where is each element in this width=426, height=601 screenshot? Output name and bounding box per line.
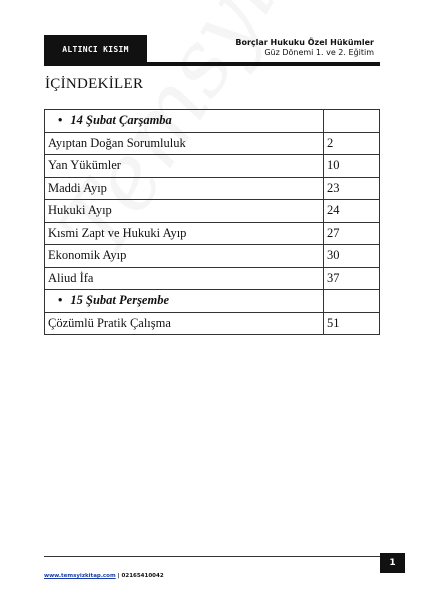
toc-entry-row [45, 132, 380, 155]
toc-entry-row [45, 312, 380, 335]
toc-page-number [324, 110, 380, 133]
toc-entry-row [45, 200, 380, 223]
toc-section-row [45, 290, 380, 313]
toc-page-number: 37 [324, 267, 380, 290]
toc-entry-row [45, 177, 380, 200]
toc-entry-label: Ekonomik Ayıp [45, 245, 324, 268]
document-title [235, 38, 374, 58]
footer-separator: | [115, 573, 122, 579]
page-number: 1 [380, 553, 405, 573]
footer-contact [44, 573, 164, 579]
header-divider [44, 62, 380, 66]
toc-page-number: 23 [324, 177, 380, 200]
toc-entry-label: Maddi Ayıp [45, 177, 324, 200]
document-title-line1: Borçlar Hukuku Özel Hükümler [235, 38, 374, 47]
toc-entry-row [45, 222, 380, 245]
toc-page-number: 27 [324, 222, 380, 245]
toc-page-number [324, 290, 380, 313]
phone-number: 02165410042 [121, 573, 164, 579]
toc-entry-label: Kısmi Zapt ve Hukuki Ayıp [45, 222, 324, 245]
toc-section-row [45, 110, 380, 133]
toc-table [44, 109, 380, 335]
toc-entry-label: Ayıptan Doğan Sorumluluk [45, 132, 324, 155]
toc-section-label: • 15 Şubat Perşembe [45, 290, 324, 313]
document-title-line2: Güz Dönemi 1. ve 2. Eğitim [264, 48, 374, 57]
toc-section-label: • 14 Şubat Çarşamba [45, 110, 324, 133]
toc-page-number: 2 [324, 132, 380, 155]
toc-entry-label: Hukuki Ayıp [45, 200, 324, 223]
toc-page-number: 30 [324, 245, 380, 268]
toc-entry-label: Çözümlü Pratik Çalışma [45, 312, 324, 335]
footer-divider [44, 556, 380, 557]
toc-page-number: 10 [324, 155, 380, 178]
toc-entry-label: Yan Yükümler [45, 155, 324, 178]
toc-heading: İÇİNDEKİLER [45, 76, 144, 92]
section-label: ALTINCI KISIM [44, 35, 147, 63]
toc-entry-label: Aliud İfa [45, 267, 324, 290]
toc-entry-row [45, 245, 380, 268]
toc-entry-row [45, 155, 380, 178]
toc-page-number: 24 [324, 200, 380, 223]
website-link[interactable]: www.temsyizkitap.com [44, 573, 116, 579]
toc-page-number: 51 [324, 312, 380, 335]
toc-entry-row [45, 267, 380, 290]
